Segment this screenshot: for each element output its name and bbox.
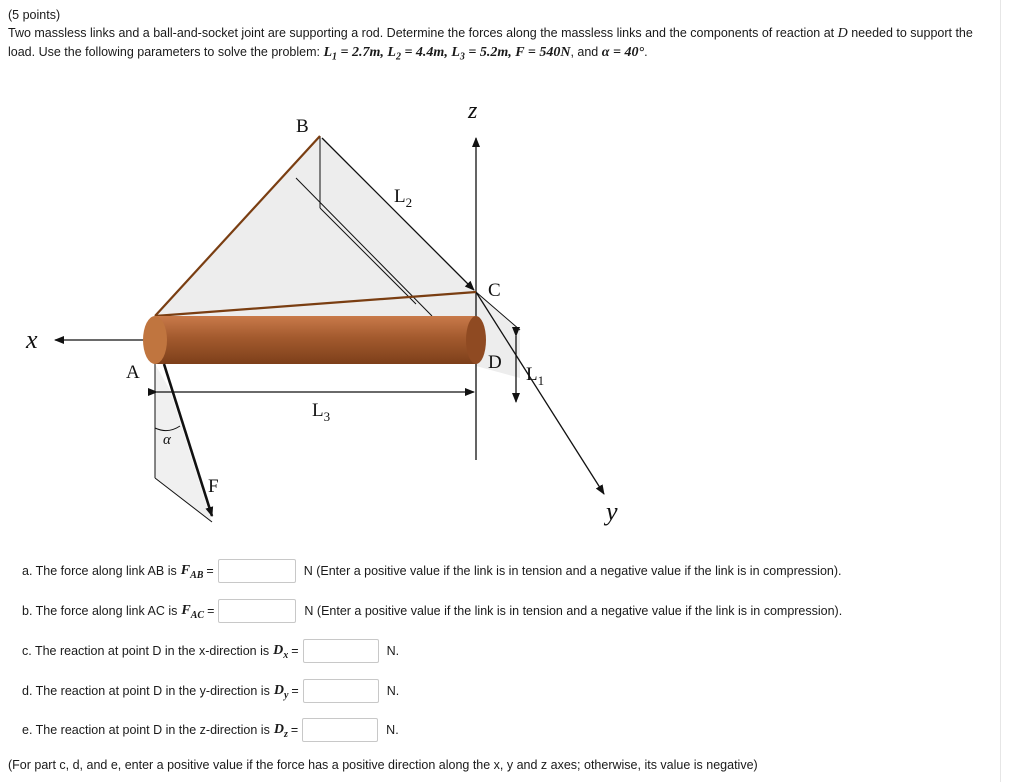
param-l3-sub: 3 — [459, 51, 465, 63]
question-d-var: D — [273, 683, 284, 698]
problem-text-2: needed to support the load. Use the following parameters to solve the problem: — [8, 26, 973, 59]
question-e-unit: N. — [386, 723, 399, 737]
question-e-sub: z — [283, 728, 288, 740]
label-x: x — [26, 325, 38, 354]
param-l2-sub: 2 — [395, 51, 401, 63]
answer-input-fac[interactable] — [218, 599, 296, 623]
page-right-border — [1000, 0, 1001, 782]
question-d-eq: = — [291, 684, 299, 698]
label-a: A — [126, 362, 140, 383]
point-d-symbol: D — [837, 26, 848, 41]
question-e-var: D — [273, 722, 284, 737]
question-d-prefix: d. The reaction at point D in the y-direction is — [22, 684, 270, 698]
upper-support-plane — [155, 136, 476, 316]
question-c-sub: x — [283, 649, 289, 661]
param-l2-symbol: L — [387, 45, 396, 60]
label-l3-main: L — [312, 400, 324, 421]
question-a-sub: AB — [190, 569, 204, 581]
param-alpha-value: = 40° — [609, 45, 645, 60]
y-axis — [476, 292, 604, 494]
param-l1-sub: 1 — [332, 51, 338, 63]
label-alpha: α — [163, 432, 171, 448]
param-alpha-symbol: α — [601, 45, 610, 60]
label-l2-sub: 2 — [405, 195, 413, 210]
label-d: D — [488, 352, 502, 373]
question-c-unit: N. — [386, 644, 400, 658]
rod-end-a — [143, 316, 167, 364]
param-l3-value: = 5.2m, — [464, 45, 516, 60]
label-z: z — [468, 98, 478, 124]
param-l3-symbol: L — [451, 45, 460, 60]
sign-convention-note: (For part c, d, and e, enter a positive value if the force has a positive direction along the x, y and z axes; otherwise, its value is negative) — [8, 758, 758, 772]
question-b-eq: = — [207, 604, 215, 618]
answer-input-fab[interactable] — [218, 559, 296, 583]
label-l1-main: L — [526, 364, 538, 385]
question-c-prefix: c. The reaction at point D in the x-direction is — [22, 644, 270, 658]
label-l2-main: L — [394, 186, 406, 207]
question-b-prefix: b. The force along link AC is — [22, 604, 178, 618]
question-e-eq: = — [290, 723, 299, 737]
label-l3-sub: 3 — [323, 409, 331, 424]
question-b — [22, 598, 842, 624]
question-c-eq: = — [291, 644, 299, 658]
question-b-unit: N (Enter a positive value if the link is in tension and a negative value if the link is in compression). — [304, 604, 843, 618]
question-a-prefix: a. The force along link AB is — [22, 564, 177, 578]
answer-input-dx[interactable] — [303, 639, 379, 663]
question-a-var: F — [180, 563, 191, 578]
rod-body — [155, 316, 476, 364]
question-e-prefix: e. The reaction at point D in the z-direction is — [22, 723, 270, 737]
label-l1-sub: 1 — [537, 373, 545, 388]
question-d-unit: N. — [386, 684, 400, 698]
rod-end-d — [466, 316, 486, 364]
label-c: C — [488, 280, 501, 301]
question-e — [22, 717, 399, 743]
param-l1-symbol: L — [323, 45, 333, 60]
label-l3 — [312, 400, 330, 424]
rod-support-diagram — [0, 80, 1000, 540]
param-l2-value: = 4.4m, — [400, 45, 452, 60]
param-f-symbol: F — [515, 45, 525, 60]
question-b-sub: AC — [190, 609, 205, 621]
points-label: (5 points) — [8, 8, 61, 22]
answer-input-dz[interactable] — [302, 718, 378, 742]
header-period: . — [644, 45, 648, 59]
question-d-sub: y — [283, 689, 289, 701]
question-a-unit: N (Enter a positive value if the link is in tension and a negative value if the link is in compression). — [303, 564, 842, 578]
label-l1 — [526, 364, 544, 388]
param-l1-value: = 2.7m, — [337, 45, 388, 60]
param-f-value: = 540N — [524, 45, 571, 60]
problem-statement — [8, 6, 998, 67]
label-l2 — [394, 186, 412, 210]
label-f: F — [208, 476, 219, 497]
answer-input-dy[interactable] — [303, 679, 379, 703]
label-y: y — [606, 497, 618, 526]
and-text: , and — [570, 45, 602, 59]
question-a-eq: = — [206, 564, 214, 578]
question-c-var: D — [273, 643, 284, 658]
question-a — [22, 558, 842, 584]
problem-text-1: Two massless links and a ball-and-socket joint are supporting a rod. Determine the forces along the massless links and the components of reaction at — [8, 26, 838, 40]
question-d — [22, 678, 399, 704]
question-c — [22, 638, 399, 664]
question-b-var: F — [181, 603, 191, 618]
label-b: B — [296, 116, 309, 137]
